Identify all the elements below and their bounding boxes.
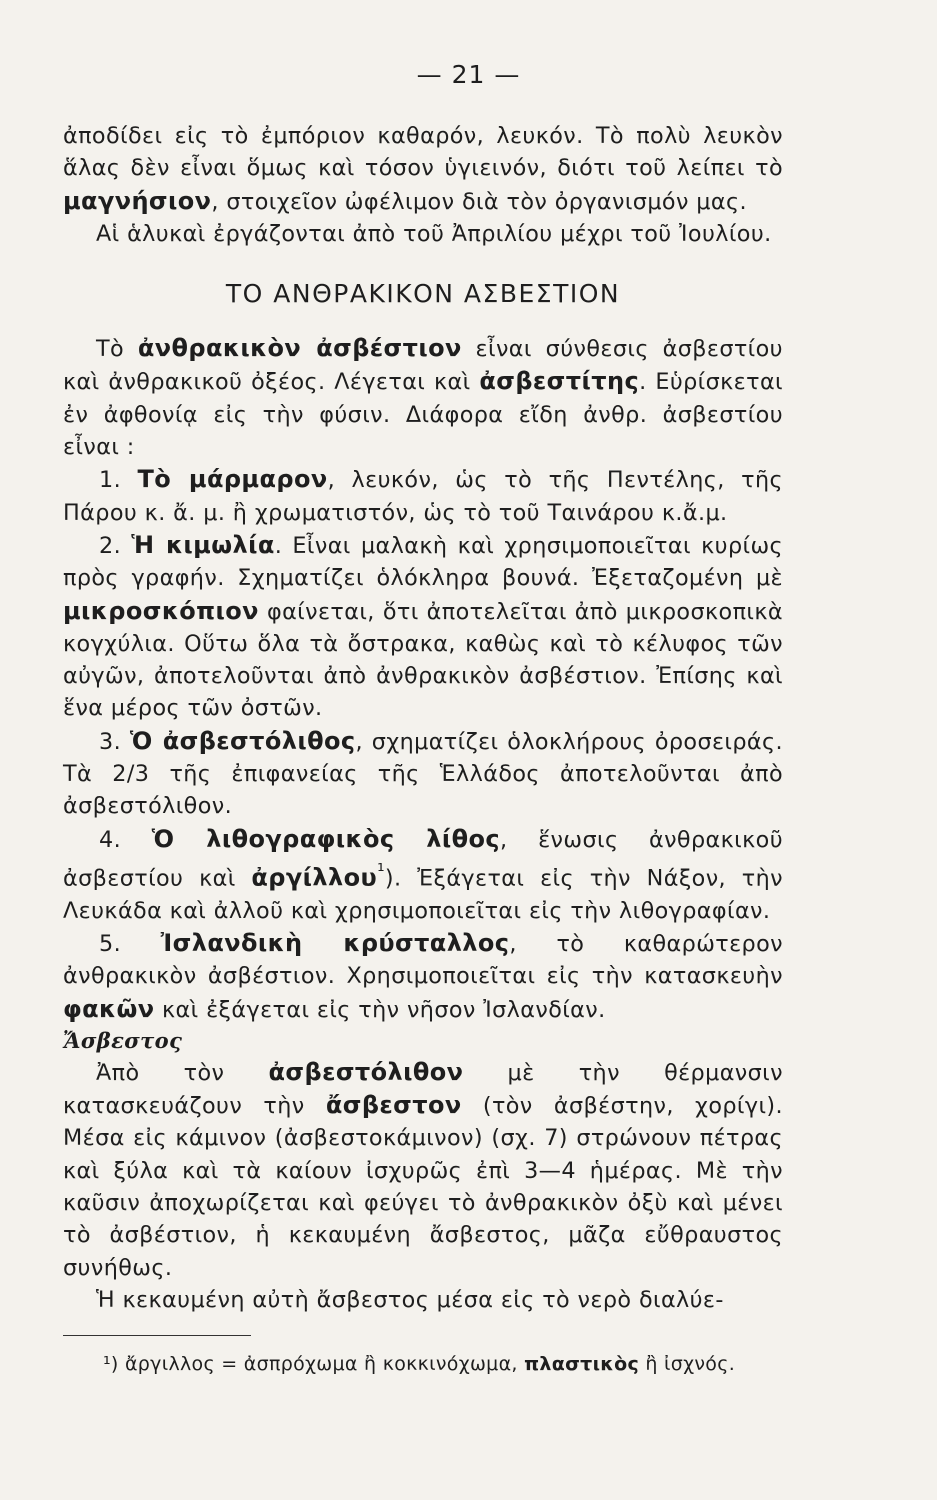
page-number: — 21 — [416,60,521,89]
section-heading: ΤΟ ΑΝΘΡΑΚΙΚΟΝ ΑΣΒΕΣΤΙΟΝ [225,279,621,309]
term: Τὸ μάρμαρον [137,465,328,494]
term: ἀσβεστίτης [479,367,640,396]
list-item-4 [63,823,783,927]
text: ἀποδίδει εἰς τὸ ἐμπόριον καθαρόν, λευκόν. Τὸ πολὺ λευκὸν ἅλας δὲν εἶναι ὅμως καὶ τόσον ὑγιεινόν, διότι τοῦ λείπει τὸ [63,123,783,182]
text: ἢ ἰσχνός. [639,1353,736,1375]
text: εἶναι σύνθεσις ἀσβεστίου καὶ ἀνθρακικοῦ ὀξέος. Λέγεται καὶ [63,336,783,396]
term: Ἡ κιμωλία [131,530,275,559]
term: μαγνήσιον [63,186,212,215]
footnote-mark: ¹) [103,1353,125,1375]
text: , τὸ καθαρώτερον ἀνθρακικὸν ἀσβέστιον. Χρησιμοποιεῖται εἰς τὴν κατασκευὴν [63,930,783,990]
footnote [63,1350,803,1378]
paragraph-intro [63,332,783,463]
text: (τὸν ἀσβέστην, χορίγι). Μέσα εἰς κάμινον (ἀσβεστοκάμινον) (σχ. 7) στρώνουν πέτρας καὶ ξύλα καὶ τὰ καίουν ἰσχυρῶς ἐπὶ 3—4 ἡμέρας. Μὲ τὴν καῦσιν ἀποχωρίζεται καὶ φεύγει τὸ ἀνθρακικὸν ὀξὺ καὶ μένει τὸ ἀσβέστιον, ἡ κεκαυμένη ἄσβεστος, μᾶζα εὔθραυστος συνήθως. [63,1093,783,1281]
term: μικροσκόπιον [63,596,259,625]
term: ἄσβεστον [325,1091,462,1120]
list-item-2 [63,529,783,725]
footnote-ref: ¹ [377,860,385,882]
main-text [63,120,783,1316]
text: φαίνεται, ὅτι ἀποτελεῖται ἀπὸ μικροσκοπικὰ κογχύλια. Οὕτω ὅλα τὰ ὄστρακα, καθὼς καὶ τὸ κέλυφος τῶν αὐγῶν, ἀποτελοῦνται ἀπὸ ἀνθρακικὸν ἀσβέστιον. Ἐπίσης καὶ ἕνα μέρος τῶν ὀστῶν. [63,598,783,722]
paragraph-lime [63,1056,783,1284]
item-number: 3. [99,728,130,755]
term: ἀσβεστόλιθον [268,1057,464,1086]
list-item-3 [63,725,783,823]
text: . Εὑρίσκεται ἐν ἀφθονίᾳ εἰς τὴν φύσιν. Διάφορα εἴδη ἀνθρ. ἀσβεστίου εἶναι : [63,369,784,461]
footnote-text [63,1350,803,1378]
item-number: 5. [99,930,161,957]
term: Ἰσλανδικὴ κρύσταλλος [160,928,510,957]
text: , λευκόν, ὡς τὸ τῆς Πεντέλης, τῆς Πάρου κ. ἄ. μ. ἢ χρωματιστόν, ὡς τὸ τοῦ Ταινάρου κ.ἄ.μ. [63,467,784,526]
term: Ὁ λιθογραφικὸς λίθος [151,824,501,853]
paragraph-saltworks: Αἱ ἁλυκαὶ ἐργάζονται ἀπὸ τοῦ Ἀπριλίου μέχρι τοῦ Ἰουλίου. [96,220,772,247]
term: Ὁ ἀσβεστόλιθος [129,726,356,755]
footnote-divider [63,1335,251,1336]
text: Ἀπὸ τὸν [96,1059,269,1086]
item-number: 1. [99,467,138,494]
text: Τὸ [96,336,138,363]
subsection-heading: Ἄσβεστος [63,1027,183,1053]
term: ἀνθρακικὸν ἀσβέστιον [137,334,462,363]
term: πλαστικὸς [524,1353,640,1375]
list-item-1 [63,463,783,529]
item-number: 4. [99,826,152,853]
term: ἀργίλλου [251,863,378,892]
text: καὶ ἐξάγεται εἰς τὴν νῆσον Ἰσλανδίαν. [154,996,606,1023]
text: , στοιχεῖον ὠφέλιμον διὰ τὸν ὀργανισμόν μας. [211,188,747,215]
text: , σχηματίζει ὁλοκλήρους ὀροσειράς. Τὰ 2/3 τῆς ἐπιφανείας τῆς Ἑλλάδος ἀποτελοῦνται ἀπὸ ἀσβεστόλιθον. [63,728,784,820]
item-number: 2. [99,532,132,559]
text: ). Ἐξάγεται εἰς τὴν Νάξον, τὴν Λευκάδα καὶ ἀλλοῦ καὶ χρησιμοποιεῖται εἰς τὴν λιθογραφίαν. [63,865,783,924]
term: φακῶν [63,994,155,1023]
paragraph-continued: Ἡ κεκαυμένη αὐτὴ ἄσβεστος μέσα εἰς τὸ νερὸ διαλύε- [96,1286,724,1313]
text: . Εἶναι μαλακὴ καὶ χρησιμοποιεῖται κυρίως πρὸς γραφήν. Σχηματίζει ὁλόκληρα βουνά. Ἐξεταζομένη μὲ [63,532,784,592]
paragraph-salt [63,120,783,218]
text: , ἕνωσις ἀνθρακικοῦ ἀσβεστίου καὶ [63,826,783,892]
text: μὲ τὴν θέρμανσιν κατασκευάζουν τὴν [63,1059,783,1120]
list-item-5 [63,927,783,1026]
text: ἄργιλλος = ἀσπρόχωμα ἢ κοκκινόχωμα, [124,1353,525,1375]
